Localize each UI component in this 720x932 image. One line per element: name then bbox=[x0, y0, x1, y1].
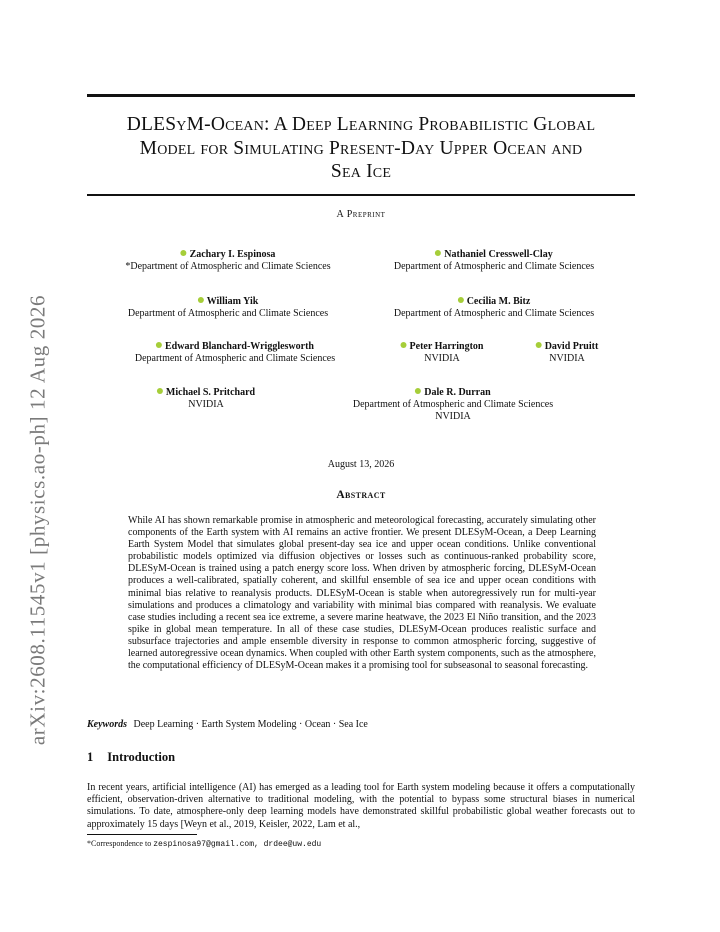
paper-title bbox=[87, 113, 635, 184]
orcid-icon[interactable] bbox=[458, 297, 464, 303]
author-affiliation: Department of Atmospheric and Climate Sciences bbox=[127, 308, 329, 319]
author-block bbox=[135, 341, 335, 365]
orcid-icon[interactable] bbox=[181, 250, 187, 256]
orcid-icon[interactable] bbox=[157, 388, 163, 394]
footnote bbox=[87, 839, 321, 849]
author-affiliation: Department of Atmospheric and Climate Sciences bbox=[134, 353, 336, 364]
author-name: Dale R. Durran bbox=[424, 387, 491, 398]
footnote-rule bbox=[87, 834, 197, 835]
author-name: Cecilia M. Bitz bbox=[466, 296, 531, 307]
section-title: Introduction bbox=[107, 750, 176, 764]
author-affiliation: NVIDIA bbox=[424, 353, 460, 364]
author-affiliation: NVIDIA bbox=[549, 353, 585, 364]
abstract-text: While AI has shown remarkable promise in atmospheric and meteorological forecasting, accurately simulating other components of the Earth system with AI remains an active frontier. We present DLESyM-Ocean, a Deep Learning Earth System Model that simulates global present-day sea ice and upper ocean conditions. Unlike conventional probabilistic models optimized via diffusion objectives or losses such as continuous-ranked probability score, DLESyM-Ocean is trained using a patch energy score loss. When driven by atmospheric forcing, DLESyM-Ocean produces a well-calibrated, spatially coherent, and skillful ensemble of sea ice and upper ocean conditions with minimal bias relative to reanalysis products. DLESyM-Ocean is stable when autoregressively run for multi-year simulations and produces a climatology and variability with minimal bias compared with reanalysis. We evaluate case studies including a recent sea ice extreme, a severe marine heatwave, the 2023 El Niño transition, and the 2023 spike in global mean temperature. In all of these case studies, DLESyM-Ocean produces realistic surface and subsurface trajectories and ample ensemble diversity in response to common atmospheric forcing, suggestive of learned autoregressive ocean dynamics. When coupled with other Earth system components, such as the atmosphere, the computational efficiency of DLESyM-Ocean makes it a promising tool for subseasonal to seasonal forecasting. bbox=[128, 515, 596, 672]
footnote-emails[interactable]: zespinosa97@gmail.com, drdee@uw.edu bbox=[153, 840, 322, 849]
author-block bbox=[394, 249, 594, 273]
author-affiliation: Department of Atmospheric and Climate Sciences bbox=[352, 399, 554, 410]
title-line: Sea Ice bbox=[330, 161, 392, 182]
author-name: Nathaniel Cresswell-Clay bbox=[444, 249, 553, 260]
keywords-list: Deep Learning · Earth System Modeling · Ocean · Sea Ice bbox=[133, 719, 368, 730]
orcid-icon[interactable] bbox=[415, 388, 421, 394]
author-affiliation: *Department of Atmospheric and Climate Sciences bbox=[125, 261, 331, 272]
author-block bbox=[394, 296, 594, 320]
intro-paragraph: In recent years, artificial intelligence (AI) has emerged as a leading tool for Earth system modeling because it offers a computationally efficient, observation-driven alternative to traditional modeling, with the potential to bypass some structural biases in numerical simulations. To date, atmosphere-only deep learning models have demonstrated skillful probabilistic global weather forecasts out to approximately 15 days [Weyn et al., 2019, Keisler, 2022, Lam et al., bbox=[87, 782, 635, 830]
keywords-label: Keywords bbox=[87, 719, 127, 730]
author-block bbox=[401, 341, 484, 365]
orcid-icon[interactable] bbox=[156, 342, 162, 348]
keywords-line bbox=[87, 719, 635, 730]
author-block bbox=[353, 387, 553, 423]
author-name: Zachary I. Espinosa bbox=[189, 249, 276, 260]
author-name: Michael S. Pritchard bbox=[165, 387, 256, 398]
author-affiliation: Department of Atmospheric and Climate Sciences bbox=[393, 308, 595, 319]
arxiv-id: arXiv:2608.11545v1 [physics.ao-ph] 12 Aug 2026 bbox=[25, 294, 50, 746]
title-bottom-rule bbox=[87, 194, 635, 196]
author-name: William Yik bbox=[206, 296, 259, 307]
author-affiliation: NVIDIA bbox=[435, 411, 471, 422]
section-number: 1 bbox=[87, 750, 94, 764]
title-top-rule bbox=[87, 94, 635, 97]
author-block bbox=[157, 387, 255, 411]
title-line: Model for Simulating Present-Day Upper Ocean and bbox=[139, 137, 583, 159]
orcid-icon[interactable] bbox=[435, 250, 441, 256]
orcid-icon[interactable] bbox=[198, 297, 204, 303]
section-heading bbox=[87, 750, 175, 765]
abstract-heading: Abstract bbox=[336, 489, 386, 501]
orcid-icon[interactable] bbox=[401, 342, 407, 348]
author-name: Peter Harrington bbox=[409, 341, 484, 352]
author-block bbox=[125, 249, 330, 273]
footnote-prefix: *Correspondence to bbox=[87, 839, 154, 848]
paper-date: August 13, 2026 bbox=[327, 459, 395, 470]
author-block bbox=[536, 341, 599, 365]
preprint-label: A Preprint bbox=[336, 209, 386, 220]
arxiv-stamp bbox=[8, 294, 68, 746]
author-affiliation: Department of Atmospheric and Climate Sciences bbox=[393, 261, 595, 272]
author-name: David Pruitt bbox=[544, 341, 599, 352]
author-block bbox=[128, 296, 328, 320]
author-affiliation: NVIDIA bbox=[188, 399, 224, 410]
title-line: DLESyM-Ocean: A Deep Learning Probabilistic Global bbox=[126, 114, 596, 135]
author-name: Edward Blanchard-Wrigglesworth bbox=[164, 341, 314, 352]
orcid-icon[interactable] bbox=[536, 342, 542, 348]
